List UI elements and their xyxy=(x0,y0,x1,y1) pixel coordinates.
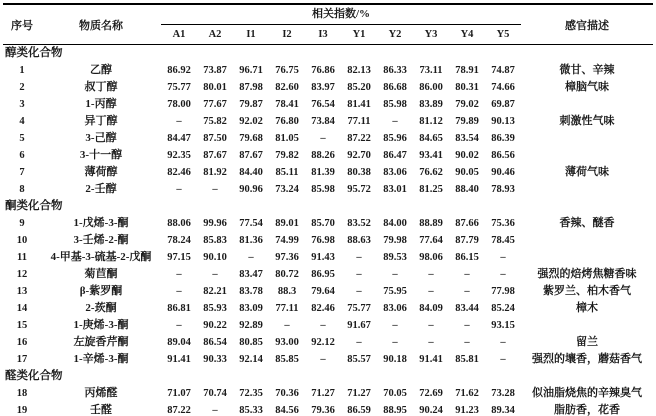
cell-correlation-value: 89.04 xyxy=(167,337,191,348)
cell-correlation-value: 85.96 xyxy=(383,133,407,144)
cell-correlation-value: 71.62 xyxy=(455,388,479,399)
cell-correlation-value: 74.99 xyxy=(275,235,299,246)
cell-correlation-value: 90.22 xyxy=(203,320,227,331)
cell-correlation-value: 91.67 xyxy=(347,320,371,331)
cell-correlation-value: 85.98 xyxy=(311,184,335,195)
cell-correlation-value: 93.15 xyxy=(491,320,515,331)
cell-correlation-value: – xyxy=(392,320,398,331)
cell-correlation-value: 81.41 xyxy=(347,99,371,110)
cell-correlation-value: 79.89 xyxy=(455,116,479,127)
cell-correlation-value: 76.54 xyxy=(311,99,335,110)
table-row xyxy=(3,113,653,130)
cell-substance-name: β-紫罗酮 xyxy=(79,285,123,297)
cell-correlation-value: – xyxy=(428,269,434,280)
header-substance-name: 物质名称 xyxy=(79,19,123,32)
cell-correlation-value: 90.10 xyxy=(203,252,227,263)
cell-correlation-value: 85.33 xyxy=(239,405,263,416)
cell-correlation-value: 88.3 xyxy=(277,286,297,297)
cell-correlation-value: 72.35 xyxy=(239,388,263,399)
cell-correlation-value: 85.57 xyxy=(347,354,371,365)
cell-substance-name: 1-辛烯-3-酮 xyxy=(73,353,129,365)
cell-substance-name: 菊苣酮 xyxy=(84,268,118,280)
cell-substance-name: 薄荷醇 xyxy=(84,166,118,178)
cell-correlation-value: 83.89 xyxy=(419,99,443,110)
header-col-y1: Y1 xyxy=(352,29,366,40)
cell-correlation-value: – xyxy=(356,337,362,348)
cell-sensory-description: 强烈的壤香，蘑菇香气 xyxy=(532,353,642,365)
cell-correlation-value: 86.81 xyxy=(167,303,191,314)
cell-correlation-value: 87.50 xyxy=(203,133,227,144)
cell-correlation-value: 77.11 xyxy=(275,303,299,314)
table-row xyxy=(3,164,653,181)
cell-correlation-value: 92.70 xyxy=(347,150,371,161)
cell-index: 7 xyxy=(19,167,25,178)
cell-correlation-value: 83.54 xyxy=(455,133,479,144)
cell-correlation-value: 81.05 xyxy=(275,133,299,144)
cell-correlation-value: 86.54 xyxy=(203,337,227,348)
cell-correlation-value: 81.12 xyxy=(419,116,443,127)
header-sample-columns xyxy=(161,29,521,40)
cell-index: 3 xyxy=(19,99,25,110)
cell-correlation-value: 92.14 xyxy=(239,354,263,365)
cell-correlation-value: 81.39 xyxy=(311,167,335,178)
cell-correlation-value: – xyxy=(320,354,326,365)
cell-correlation-value: 84.09 xyxy=(419,303,443,314)
cell-correlation-value: 86.00 xyxy=(419,82,443,93)
cell-correlation-value: 83.09 xyxy=(239,303,263,314)
cell-correlation-value: 78.00 xyxy=(167,99,191,110)
cell-correlation-value: 98.06 xyxy=(419,252,443,263)
cell-correlation-value: 86.56 xyxy=(491,150,515,161)
cell-correlation-value: 73.87 xyxy=(203,65,227,76)
cell-correlation-value: 77.98 xyxy=(491,286,515,297)
cell-substance-name: 丙烯醛 xyxy=(84,387,118,399)
cell-correlation-value: – xyxy=(320,133,326,144)
table-header xyxy=(3,3,653,45)
cell-correlation-value: 80.72 xyxy=(275,269,299,280)
section-title: 醛类化合物 xyxy=(5,370,63,382)
cell-correlation-value: – xyxy=(212,184,218,195)
header-col-y5: Y5 xyxy=(496,29,510,40)
cell-substance-name: 1-丙醇 xyxy=(85,98,117,110)
cell-correlation-value: 83.06 xyxy=(383,303,407,314)
cell-correlation-value: – xyxy=(464,286,470,297)
cell-correlation-value: – xyxy=(500,354,506,365)
cell-index: 5 xyxy=(19,133,25,144)
cell-substance-name: 叔丁醇 xyxy=(84,81,118,93)
cell-correlation-value: – xyxy=(320,320,326,331)
cell-correlation-value: 78.91 xyxy=(455,65,479,76)
cell-correlation-value: – xyxy=(176,286,182,297)
table-row xyxy=(3,334,653,351)
header-col-i3: I3 xyxy=(318,29,328,40)
cell-correlation-value: 89.01 xyxy=(275,218,299,229)
cell-correlation-value: 71.27 xyxy=(311,388,335,399)
cell-correlation-value: 79.87 xyxy=(239,99,263,110)
cell-correlation-value: 85.11 xyxy=(275,167,299,178)
cell-sensory-description xyxy=(521,130,653,147)
cell-correlation-value: 78.45 xyxy=(491,235,515,246)
cell-sensory-description: 樟脑气味 xyxy=(565,81,609,93)
cell-correlation-value: 92.89 xyxy=(239,320,263,331)
cell-correlation-value: – xyxy=(428,320,434,331)
cell-correlation-value: 77.11 xyxy=(347,116,371,127)
header-col-y4: Y4 xyxy=(460,29,474,40)
cell-correlation-value: 78.93 xyxy=(491,184,515,195)
cell-correlation-value: 76.62 xyxy=(419,167,443,178)
cell-correlation-value: 91.23 xyxy=(455,405,479,416)
cell-correlation-value: 86.95 xyxy=(311,269,335,280)
cell-correlation-value: 83.97 xyxy=(311,82,335,93)
cell-correlation-value: 82.13 xyxy=(347,65,371,76)
cell-correlation-value: – xyxy=(464,337,470,348)
cell-correlation-value: – xyxy=(356,269,362,280)
cell-correlation-value: 73.84 xyxy=(311,116,335,127)
cell-correlation-value: 87.98 xyxy=(239,82,263,93)
cell-correlation-value: 91.43 xyxy=(311,252,335,263)
cell-correlation-value: 77.64 xyxy=(419,235,443,246)
cell-correlation-value: 75.77 xyxy=(167,82,191,93)
cell-correlation-value: 85.70 xyxy=(311,218,335,229)
cell-correlation-value: 93.41 xyxy=(419,150,443,161)
cell-correlation-value: 79.64 xyxy=(311,286,335,297)
cell-correlation-value: 88.89 xyxy=(419,218,443,229)
cell-substance-name: 壬醛 xyxy=(90,404,112,416)
section-title: 醇类化合物 xyxy=(5,47,63,59)
cell-correlation-value: – xyxy=(500,269,506,280)
cell-correlation-value: 86.92 xyxy=(167,65,191,76)
cell-correlation-value: 88.06 xyxy=(167,218,191,229)
cell-substance-name: 2-莰酮 xyxy=(85,302,117,314)
cell-correlation-value: 79.36 xyxy=(311,405,335,416)
cell-correlation-value: 73.28 xyxy=(491,388,515,399)
cell-sensory-description: 脂肪香，花香 xyxy=(554,404,620,416)
cell-substance-name: 1-戊烯-3-酮 xyxy=(73,217,129,229)
cell-correlation-value: 73.11 xyxy=(419,65,443,76)
cell-correlation-value: – xyxy=(500,252,506,263)
cell-correlation-value: 82.46 xyxy=(311,303,335,314)
cell-correlation-value: – xyxy=(356,286,362,297)
cell-correlation-value: 87.67 xyxy=(203,150,227,161)
cell-correlation-value: 87.66 xyxy=(455,218,479,229)
cell-correlation-value: 77.54 xyxy=(239,218,263,229)
cell-correlation-value: – xyxy=(464,269,470,280)
cell-correlation-value: 80.85 xyxy=(239,337,263,348)
cell-correlation-value: 71.27 xyxy=(347,388,371,399)
cell-correlation-value: 89.34 xyxy=(491,405,515,416)
cell-substance-name: 3-己醇 xyxy=(85,132,117,144)
table-row xyxy=(3,232,653,249)
cell-correlation-value: 84.40 xyxy=(239,167,263,178)
cell-sensory-description xyxy=(521,181,653,198)
header-col-y3: Y3 xyxy=(424,29,438,40)
cell-index: 15 xyxy=(16,320,28,331)
cell-correlation-value: 76.98 xyxy=(311,235,335,246)
cell-substance-name: 2-壬醇 xyxy=(85,183,117,195)
cell-correlation-value: 87.67 xyxy=(239,150,263,161)
table-row xyxy=(3,283,653,300)
cell-correlation-value: 85.24 xyxy=(491,303,515,314)
cell-correlation-value: 85.81 xyxy=(455,354,479,365)
cell-correlation-value: – xyxy=(392,337,398,348)
header-correlation-index-group: 相关指数/% xyxy=(161,5,521,25)
cell-correlation-value: 90.46 xyxy=(491,167,515,178)
cell-correlation-value: 70.74 xyxy=(203,388,227,399)
cell-sensory-description xyxy=(521,317,653,334)
cell-sensory-description: 似油脂烧焦的辛辣臭气 xyxy=(532,387,642,399)
cell-correlation-value: 99.96 xyxy=(203,218,227,229)
cell-correlation-value: 79.98 xyxy=(383,235,407,246)
cell-sensory-description: 香辣、醚香 xyxy=(559,217,615,229)
cell-correlation-value: 96.71 xyxy=(239,65,263,76)
table-row xyxy=(3,249,653,266)
cell-sensory-description xyxy=(521,96,653,113)
cell-correlation-value: 70.05 xyxy=(383,388,407,399)
cell-correlation-value: 83.52 xyxy=(347,218,371,229)
cell-correlation-value: 86.47 xyxy=(383,150,407,161)
cell-correlation-value: 92.35 xyxy=(167,150,191,161)
cell-index: 10 xyxy=(16,235,28,246)
cell-correlation-value: – xyxy=(392,116,398,127)
cell-correlation-value: 87.22 xyxy=(167,405,191,416)
cell-correlation-value: – xyxy=(428,337,434,348)
cell-index: 11 xyxy=(17,252,27,263)
table-row xyxy=(3,130,653,147)
cell-correlation-value: – xyxy=(176,184,182,195)
cell-correlation-value: 79.82 xyxy=(275,150,299,161)
cell-correlation-value: 81.25 xyxy=(419,184,443,195)
table-row xyxy=(3,402,653,416)
table-row xyxy=(3,385,653,402)
cell-index: 16 xyxy=(16,337,28,348)
table-row xyxy=(3,181,653,198)
cell-index: 4 xyxy=(19,116,25,127)
cell-correlation-value: 80.31 xyxy=(455,82,479,93)
cell-correlation-value: 85.93 xyxy=(203,303,227,314)
header-index: 序号 xyxy=(11,19,33,32)
cell-correlation-value: 79.02 xyxy=(455,99,479,110)
cell-sensory-description: 强烈的焙烤焦糖香味 xyxy=(537,268,637,280)
cell-correlation-value: 88.95 xyxy=(383,405,407,416)
cell-correlation-value: 92.02 xyxy=(239,116,263,127)
table-row xyxy=(3,300,653,317)
cell-correlation-value: 83.06 xyxy=(383,167,407,178)
cell-correlation-value: 80.01 xyxy=(203,82,227,93)
cell-correlation-value: 86.39 xyxy=(491,133,515,144)
cell-correlation-value: 76.75 xyxy=(275,65,299,76)
cell-correlation-value: 89.53 xyxy=(383,252,407,263)
cell-index: 19 xyxy=(16,405,28,416)
table-row xyxy=(3,266,653,283)
cell-substance-name: 3-壬烯-2-酮 xyxy=(73,234,129,246)
cell-index: 6 xyxy=(19,150,25,161)
cell-correlation-value: 74.87 xyxy=(491,65,515,76)
cell-correlation-value: – xyxy=(464,320,470,331)
cell-correlation-value: 84.00 xyxy=(383,218,407,229)
cell-correlation-value: – xyxy=(500,337,506,348)
cell-correlation-value: 72.69 xyxy=(419,388,443,399)
cell-sensory-description: 刺激性气味 xyxy=(559,115,615,127)
cell-correlation-value: 88.63 xyxy=(347,235,371,246)
cell-substance-name: 1-庚烯-3-酮 xyxy=(73,319,129,331)
header-col-a1: A1 xyxy=(172,29,186,40)
cell-correlation-value: – xyxy=(176,320,182,331)
cell-correlation-value: 91.41 xyxy=(419,354,443,365)
cell-sensory-description: 樟木 xyxy=(576,302,598,314)
cell-correlation-value: 85.83 xyxy=(203,235,227,246)
cell-correlation-value: 84.65 xyxy=(419,133,443,144)
cell-correlation-value: 83.44 xyxy=(455,303,479,314)
cell-index: 18 xyxy=(16,388,28,399)
cell-correlation-value: 84.56 xyxy=(275,405,299,416)
cell-index: 17 xyxy=(16,354,28,365)
cell-correlation-value: 90.24 xyxy=(419,405,443,416)
cell-index: 14 xyxy=(16,303,28,314)
cell-correlation-value: 91.41 xyxy=(167,354,191,365)
cell-correlation-value: 90.05 xyxy=(455,167,479,178)
cell-correlation-value: 90.02 xyxy=(455,150,479,161)
cell-substance-name: 3-十一醇 xyxy=(79,149,123,161)
cell-correlation-value: 88.40 xyxy=(455,184,479,195)
table-row xyxy=(3,351,653,368)
cell-correlation-value: 90.96 xyxy=(239,184,263,195)
cell-correlation-value: 90.18 xyxy=(383,354,407,365)
cell-sensory-description xyxy=(521,232,653,249)
cell-substance-name: 4-甲基-3-硫基-2-戊酮 xyxy=(50,251,152,263)
cell-correlation-value: 82.21 xyxy=(203,286,227,297)
cell-correlation-value: 76.80 xyxy=(275,116,299,127)
cell-correlation-value: 80.38 xyxy=(347,167,371,178)
cell-sensory-description: 留兰 xyxy=(576,336,598,348)
cell-correlation-value: 86.59 xyxy=(347,405,371,416)
table-body xyxy=(3,45,653,416)
cell-correlation-value: 85.98 xyxy=(383,99,407,110)
cell-correlation-value: – xyxy=(284,320,290,331)
header-sensory-description: 感官描述 xyxy=(565,19,609,32)
cell-correlation-value: 90.33 xyxy=(203,354,227,365)
cell-correlation-value: 78.41 xyxy=(275,99,299,110)
cell-correlation-value: 75.82 xyxy=(203,116,227,127)
cell-correlation-value: – xyxy=(248,252,254,263)
cell-correlation-value: 75.36 xyxy=(491,218,515,229)
cell-index: 1 xyxy=(19,65,25,76)
cell-correlation-value: 86.33 xyxy=(383,65,407,76)
header-col-i1: I1 xyxy=(246,29,256,40)
cell-substance-name: 左旋香芹酮 xyxy=(73,336,129,348)
cell-correlation-value: 81.36 xyxy=(239,235,263,246)
cell-correlation-value: 73.24 xyxy=(275,184,299,195)
cell-substance-name: 异丁醇 xyxy=(84,115,118,127)
cell-correlation-value: – xyxy=(176,116,182,127)
cell-correlation-value: 82.60 xyxy=(275,82,299,93)
cell-correlation-value: 88.26 xyxy=(311,150,335,161)
cell-index: 2 xyxy=(19,82,25,93)
cell-correlation-value: 90.13 xyxy=(491,116,515,127)
table-row xyxy=(3,317,653,334)
cell-index: 13 xyxy=(16,286,28,297)
cell-sensory-description: 薄荷气味 xyxy=(565,166,609,178)
cell-sensory-description xyxy=(521,249,653,266)
cell-correlation-value: 69.87 xyxy=(491,99,515,110)
cell-correlation-value: 81.92 xyxy=(203,167,227,178)
cell-correlation-value: 97.15 xyxy=(167,252,191,263)
cell-correlation-value: 92.12 xyxy=(311,337,335,348)
cell-correlation-value: 78.24 xyxy=(167,235,191,246)
table-row xyxy=(3,215,653,232)
cell-correlation-value: – xyxy=(392,269,398,280)
cell-correlation-value: 97.36 xyxy=(275,252,299,263)
cell-correlation-value: 70.36 xyxy=(275,388,299,399)
cell-correlation-value: 87.22 xyxy=(347,133,371,144)
cell-index: 12 xyxy=(16,269,28,280)
cell-correlation-value: 75.77 xyxy=(347,303,371,314)
table-row xyxy=(3,96,653,113)
cell-correlation-value: 79.68 xyxy=(239,133,263,144)
cell-correlation-value: 82.46 xyxy=(167,167,191,178)
table-row xyxy=(3,147,653,164)
header-col-i2: I2 xyxy=(282,29,292,40)
cell-correlation-value: 84.47 xyxy=(167,133,191,144)
table-row xyxy=(3,62,653,79)
cell-correlation-value: 86.68 xyxy=(383,82,407,93)
header-col-a2: A2 xyxy=(208,29,222,40)
cell-correlation-value: 83.78 xyxy=(239,286,263,297)
cell-correlation-value: 77.67 xyxy=(203,99,227,110)
cell-correlation-value: 93.00 xyxy=(275,337,299,348)
cell-sensory-description: 微甘、辛辣 xyxy=(559,64,615,76)
cell-correlation-value: 71.07 xyxy=(167,388,191,399)
cell-index: 8 xyxy=(19,184,25,195)
header-col-y2: Y2 xyxy=(388,29,402,40)
cell-sensory-description: 紫罗兰、柏木香气 xyxy=(543,285,631,297)
correlation-table xyxy=(3,3,653,416)
cell-correlation-value: – xyxy=(212,405,218,416)
cell-correlation-value: 76.86 xyxy=(311,65,335,76)
section-title: 酮类化合物 xyxy=(5,200,63,212)
cell-correlation-value: 85.20 xyxy=(347,82,371,93)
cell-correlation-value: – xyxy=(356,252,362,263)
cell-correlation-value: 95.72 xyxy=(347,184,371,195)
cell-correlation-value: – xyxy=(212,269,218,280)
cell-correlation-value: 83.47 xyxy=(239,269,263,280)
cell-index: 9 xyxy=(19,218,25,229)
cell-correlation-value: 86.15 xyxy=(455,252,479,263)
cell-substance-name: 乙醇 xyxy=(90,64,112,76)
cell-correlation-value: 83.01 xyxy=(383,184,407,195)
cell-correlation-value: 74.66 xyxy=(491,82,515,93)
cell-correlation-value: 85.85 xyxy=(275,354,299,365)
table-row xyxy=(3,79,653,96)
cell-correlation-value: – xyxy=(428,286,434,297)
cell-correlation-value: 87.79 xyxy=(455,235,479,246)
cell-correlation-value: 75.95 xyxy=(383,286,407,297)
cell-sensory-description xyxy=(521,147,653,164)
cell-correlation-value: – xyxy=(176,269,182,280)
